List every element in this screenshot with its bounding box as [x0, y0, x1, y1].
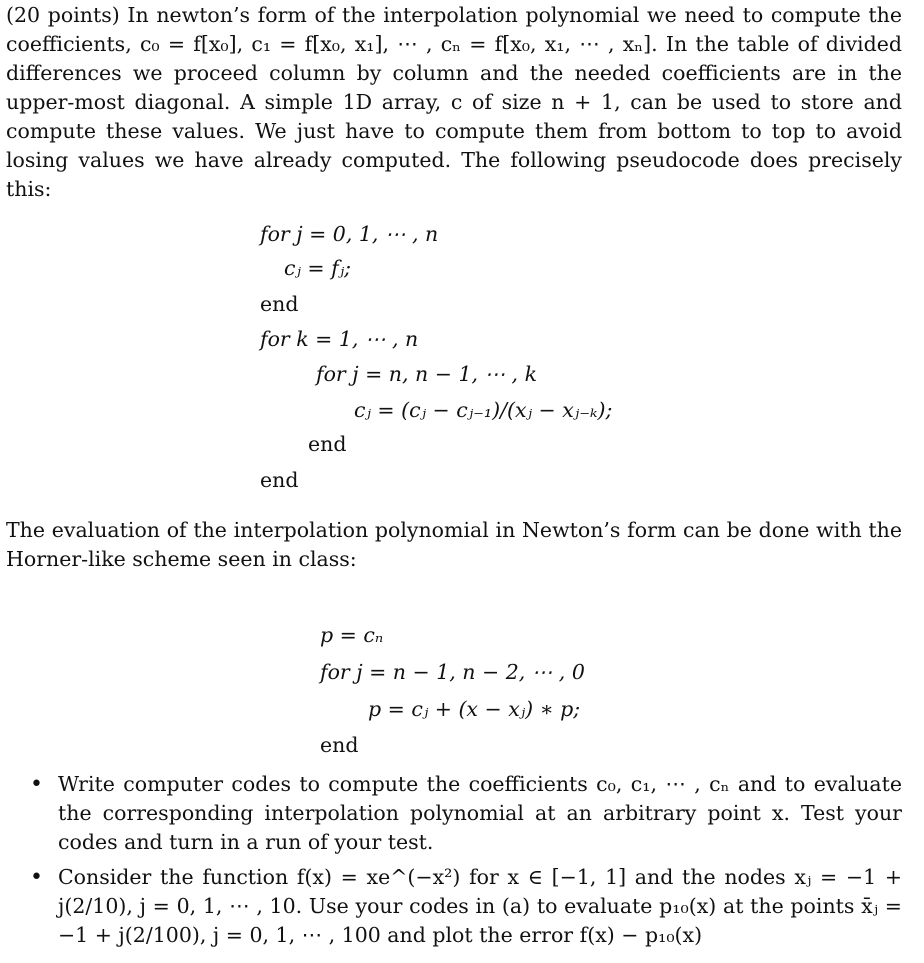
code-line: for j = n − 1, n − 2, ⋯ , 0: [320, 660, 585, 684]
code-line: for j = n, n − 1, ⋯ , k: [316, 362, 538, 386]
code-line: end: [308, 432, 347, 456]
code-line: end: [260, 292, 299, 316]
code-line: for j = 0, 1, ⋯ , n: [260, 222, 439, 246]
task-item: • Write computer codes to compute the coefficients c₀, c₁, ⋯ , cₙ and to evaluate the corresponding interpolation polynomial at an arbitrary point x. Test your codes and turn in a run of your test.: [6, 770, 902, 857]
code-line: for k = 1, ⋯ , n: [260, 327, 419, 351]
code-line: p = cₙ: [320, 623, 384, 647]
code-line: end: [320, 733, 359, 757]
intro-paragraph: (20 points) In newton’s form of the interpolation polynomial we need to compute the coefficients, c₀ = f[x₀], c₁ = f[x₀, x₁], ⋯ , cₙ = f[x₀, x₁, ⋯ , xₙ]. In the table of divided differences we proceed column by column and the needed coefficients are in the upper-most diagonal. A simple 1D array, c of size n + 1, can be used to store and compute these values. We just have to compute them from bottom to top to avoid losing values we have already computed. The following pseudocode does precisely this:: [6, 3, 902, 201]
task-list: [6, 770, 902, 956]
code-line: cⱼ = fⱼ;: [284, 256, 352, 280]
code-line: cⱼ = (cⱼ − cⱼ₋₁)/(xⱼ − xⱼ₋ₖ);: [354, 398, 613, 422]
code-line: p = cⱼ + (x − xⱼ) ∗ p;: [368, 697, 581, 721]
code-line: end: [260, 468, 299, 492]
evaluation-paragraph: The evaluation of the interpolation polynomial in Newton’s form can be done with the Horner-like scheme seen in class:: [6, 518, 902, 571]
task-item: • Consider the function f(x) = xe^(−x²) for x ∈ [−1, 1] and the nodes xⱼ = −1 + j(2/10), j = 0, 1, ⋯ , 10. Use your codes in (a) to evaluate p₁₀(x) at the points x̄ⱼ = −1 + j(2/100), j = 0, 1, ⋯ , 100 and plot the error f(x) − p₁₀(x): [6, 863, 902, 950]
